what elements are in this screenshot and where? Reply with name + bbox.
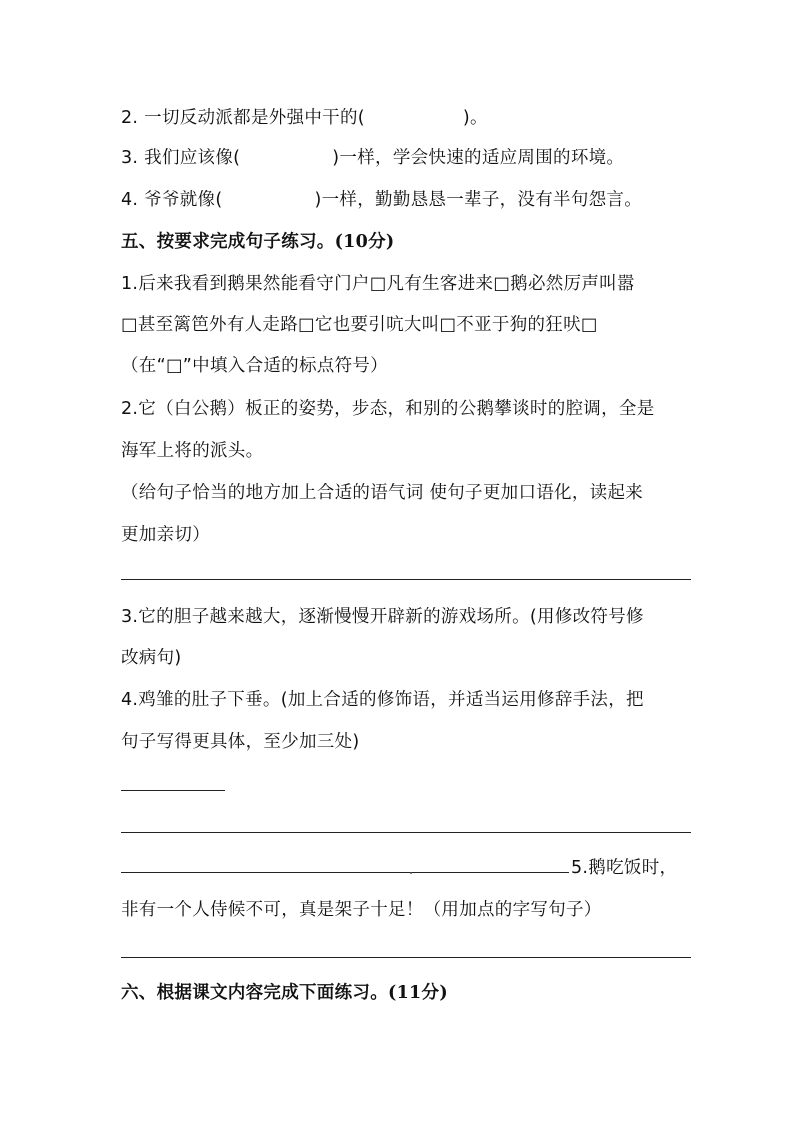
ex2-line-2: 海军上将的派头。 — [121, 441, 264, 461]
ex2-instruction-2: 更加亲切） — [121, 525, 210, 545]
ex2-line-1: 2.它（白公鹅）板正的姿势，步态，和别的公鹅攀谈时的腔调，全是 — [121, 399, 655, 419]
ex4-answer-line-short[interactable] — [121, 790, 225, 791]
ex1-line-2: □甚至篱笆外有人走路□它也要引吭大叫□不亚于狗的狂吠□ — [121, 315, 598, 335]
section-6-heading: 六、根据课文内容完成下面练习。(11分) — [121, 983, 448, 1003]
q4-item-3-text: 3. 我们应该像( — [121, 148, 241, 168]
q4-item-2-text: 2. 一切反动派都是外强中干的( — [121, 108, 365, 128]
q4-item-4-end: )一样，勤勤恳恳一辈子，没有半句怨言。 — [314, 190, 643, 210]
ex2-instruction-1: （给句子恰当的地方加上合适的语气词 使句子更加口语化，读起来 — [121, 483, 644, 503]
ex5-start: 5.鹅吃饭时， — [571, 858, 678, 878]
ex5-answer-line[interactable] — [121, 957, 691, 958]
ex4-line-1: 4.鸡雏的肚子下垂。(加上合适的修饰语，并适当运用修辞手法，把 — [121, 690, 644, 710]
ex2-answer-line[interactable] — [121, 579, 691, 580]
ex5-line-2: 非有一个人侍候不可，真是架子十足！（用加点的字写句子） — [121, 900, 602, 920]
ex3-line-1: 3.它的胆子越来越大，逐渐慢慢开辟新的游戏场所。(用修改符号修 — [121, 607, 644, 627]
ex1-instruction: （在“□”中填入合适的标点符号） — [121, 356, 388, 376]
ex4-answer-line-inline[interactable] — [121, 856, 569, 873]
section-5-heading: 五、按要求完成句子练习。(10分) — [121, 232, 395, 252]
ex5-first-line — [121, 856, 677, 880]
q4-item-3-end: )一样，学会快速的适应周围的环境。 — [332, 148, 625, 168]
ex4-line-2: 句子写得更具体，至少加三处) — [121, 732, 360, 752]
ex4-answer-line-full[interactable] — [121, 832, 691, 833]
q4-item-2-end: )。 — [462, 108, 488, 128]
q4-item-4 — [121, 188, 642, 212]
q4-item-4-text: 4. 爷爷就像( — [121, 190, 223, 210]
ex1-line-1: 1.后来我看到鹅果然能看守门户□凡有生客进来□鹅必然厉声叫嚣 — [121, 274, 635, 294]
scan-dot — [410, 872, 412, 874]
ex3-line-2: 改病句) — [121, 648, 182, 668]
q4-item-2 — [121, 106, 488, 130]
q4-item-3 — [121, 146, 624, 170]
